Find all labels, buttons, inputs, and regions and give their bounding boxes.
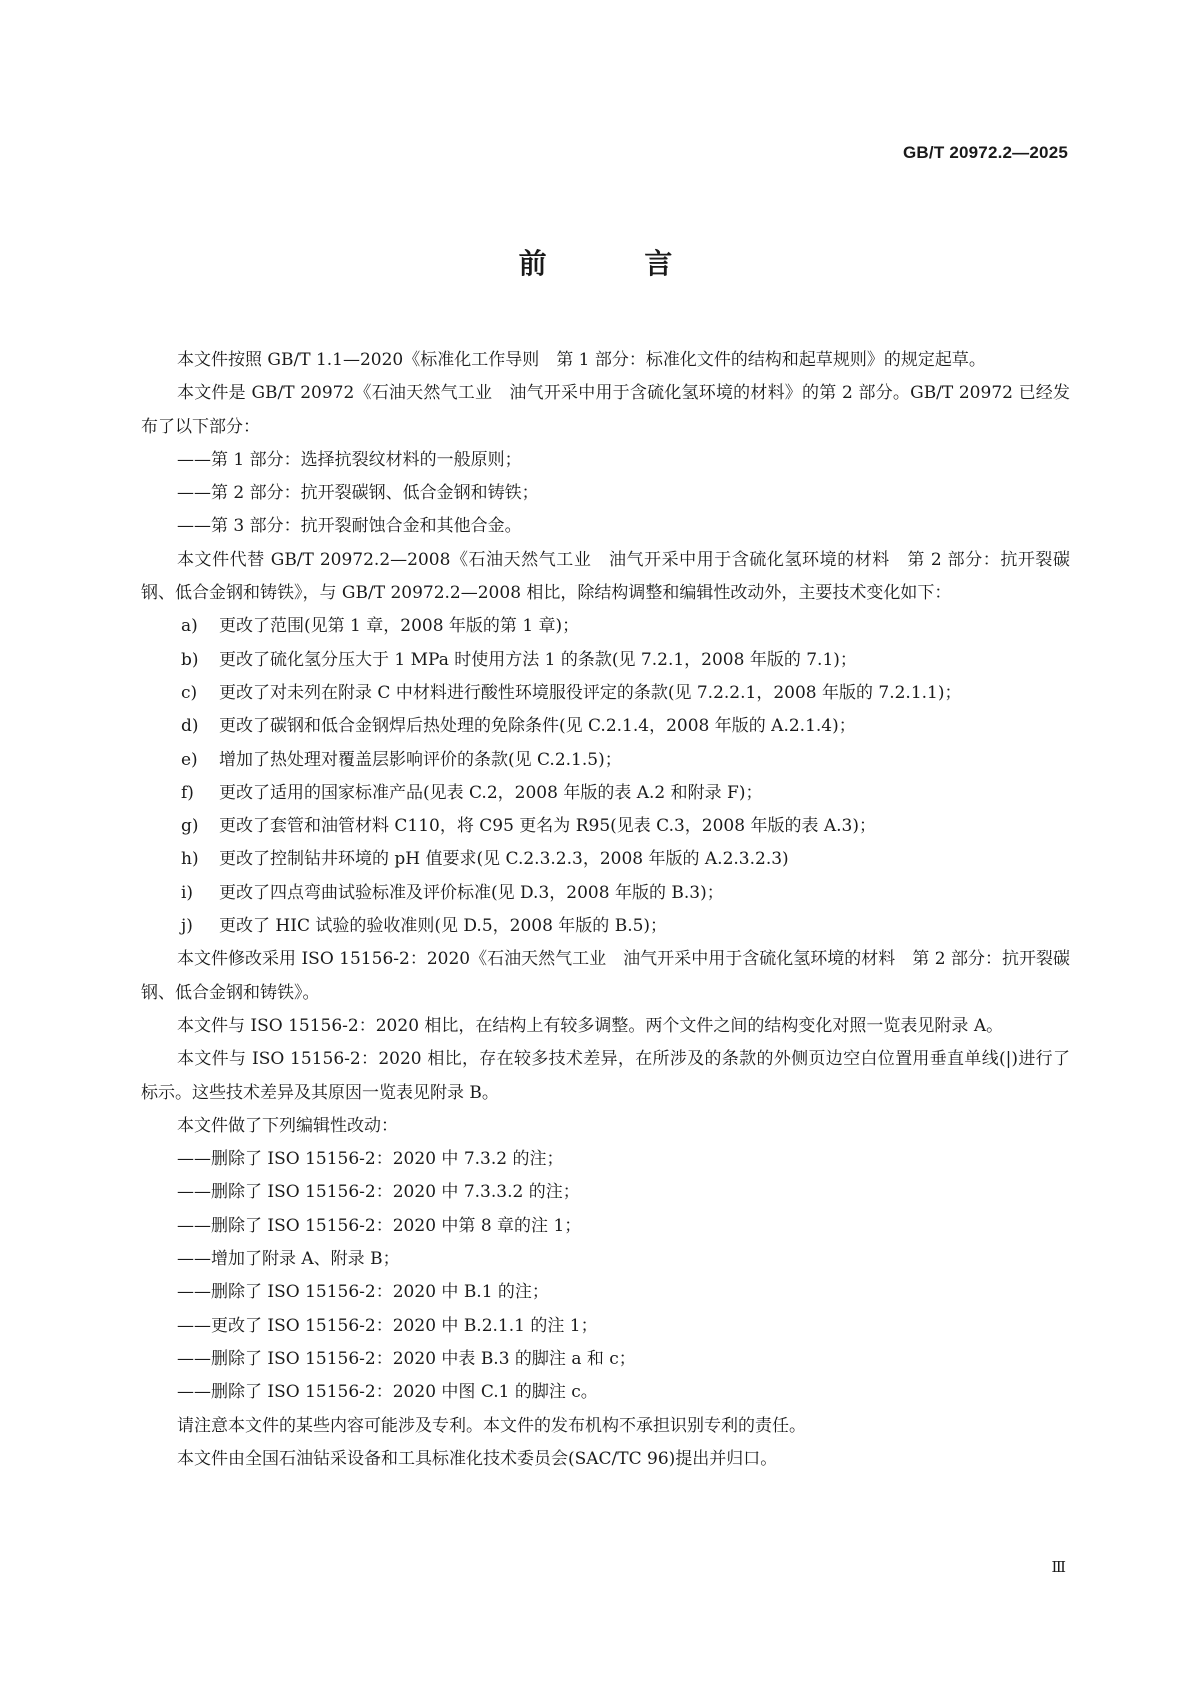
change-item: [141, 644, 1070, 677]
paragraph: 本文件修改采用 ISO 15156-2：2020《石油天然气工业 油气开采中用于含硫化氢环境的材料 第 2 部分：抗开裂碳钢、低合金钢和铸铁》。: [141, 949, 1070, 1003]
list-item: ——第 3 部分：抗开裂耐蚀合金和其他合金。: [177, 516, 522, 537]
page-number: Ⅲ: [1051, 1558, 1066, 1576]
list-item: ——第 2 部分：抗开裂碳钢、低合金钢和铸铁；: [177, 483, 539, 504]
change-item: [141, 843, 1070, 876]
paragraph: 本文件按照 GB/T 1.1—2020《标准化工作导则 第 1 部分：标准化文件的结构和起草规则》的规定起草。: [177, 350, 986, 370]
paragraph: 本文件由全国石油钻采设备和工具标准化技术委员会(SAC/TC 96)提出并归口。: [177, 1448, 778, 1469]
list-item: ——删除了 ISO 15156-2：2020 中 7.3.2 的注；: [177, 1149, 564, 1170]
paragraph: 请注意本文件的某些内容可能涉及专利。本文件的发布机构不承担识别专利的责任。: [177, 1415, 806, 1436]
item-label: h): [181, 849, 199, 870]
item-label: f): [181, 782, 194, 803]
document-code: GB/T 20972.2—2025: [903, 143, 1068, 162]
change-item: [141, 877, 1070, 910]
change-item: [141, 810, 1070, 843]
paragraph: 本文件做了下列编辑性改动：: [177, 1115, 398, 1136]
paragraph: 本文件代替 GB/T 20972.2—2008《石油天然气工业 油气开采中用于含硫化氢环境的材料 第 2 部分：抗开裂碳钢、低合金钢和铸铁》，与 GB/T 20972.2—2008 相比，除结构调整和编辑性改动外，主要技术变化如下：: [141, 549, 1070, 604]
list-item: ——删除了 ISO 15156-2：2020 中第 8 章的注 1；: [177, 1215, 582, 1236]
item-label: c): [181, 682, 198, 703]
item-text: 更改了控制钻井环境的 pH 值要求(见 C.2.3.2.3，2008 年版的 A.2.3.2.3): [219, 849, 789, 870]
item-text: 更改了对未列在附录 C 中材料进行酸性环境服役评定的条款(见 7.2.2.1，2008 年版的 7.2.1.1)；: [219, 682, 962, 703]
item-text: 更改了 HIC 试验的验收准则(见 D.5，2008 年版的 B.5)；: [219, 916, 668, 937]
list-item: ——删除了 ISO 15156-2：2020 中表 B.3 的脚注 a 和 c；: [177, 1348, 636, 1369]
list-item: ——更改了 ISO 15156-2：2020 中 B.2.1.1 的注 1；: [177, 1315, 598, 1336]
item-label: b): [181, 649, 199, 670]
item-text: 增加了热处理对覆盖层影响评价的条款(见 C.2.1.5)；: [219, 749, 622, 770]
item-label: e): [181, 749, 198, 770]
change-item: [141, 710, 1070, 743]
paragraph: 本文件是 GB/T 20972《石油天然气工业 油气开采中用于含硫化氢环境的材料》的第 2 部分。GB/T 20972 已经发布了以下部分：: [141, 383, 1070, 437]
item-text: 更改了四点弯曲试验标准及评价标准(见 D.3，2008 年版的 B.3)；: [219, 882, 724, 903]
item-text: 更改了碳钢和低合金钢焊后热处理的免除条件(见 C.2.1.4，2008 年版的 A.2.1.4)；: [219, 716, 856, 737]
item-label: a): [181, 616, 198, 637]
change-item: [141, 910, 1070, 943]
list-item: ——删除了 ISO 15156-2：2020 中 B.1 的注；: [177, 1282, 549, 1303]
paragraph: 本文件与 ISO 15156-2：2020 相比，在结构上有较多调整。两个文件之间的结构变化对照一览表见附录 A。: [177, 1015, 1004, 1036]
list-item: ——删除了 ISO 15156-2：2020 中图 C.1 的脚注 c。: [177, 1382, 598, 1403]
section-title: 前 言: [518, 247, 717, 280]
foreword-body: [141, 344, 1070, 1476]
item-label: j): [181, 916, 193, 937]
item-text: 更改了硫化氢分压大于 1 MPa 时使用方法 1 的条款(见 7.2.1，2008 年版的 7.1)；: [219, 649, 857, 670]
item-text: 更改了范围(见第 1 章，2008 年版的第 1 章)；: [219, 616, 580, 637]
change-item: [141, 610, 1070, 643]
change-item: [141, 677, 1070, 710]
list-item: ——删除了 ISO 15156-2：2020 中 7.3.3.2 的注；: [177, 1182, 580, 1203]
list-item: ——增加了附录 A、附录 B；: [177, 1249, 400, 1270]
item-label: g): [181, 816, 199, 837]
item-label: i): [181, 882, 194, 903]
item-label: d): [181, 716, 199, 737]
change-item: [141, 744, 1070, 777]
item-text: 更改了套管和油管材料 C110，将 C95 更名为 R95(见表 C.3，2008 年版的表 A.3)；: [219, 816, 876, 837]
item-text: 更改了适用的国家标准产品(见表 C.2，2008 年版的表 A.2 和附录 F)；: [219, 782, 763, 803]
change-item: [141, 777, 1070, 810]
paragraph: 本文件与 ISO 15156-2：2020 相比，存在较多技术差异，在所涉及的条款的外侧页边空白位置用垂直单线(|)进行了标示。这些技术差异及其原因一览表见附录 B。: [141, 1049, 1070, 1103]
list-item: ——第 1 部分：选择抗裂纹材料的一般原则；: [177, 449, 522, 470]
